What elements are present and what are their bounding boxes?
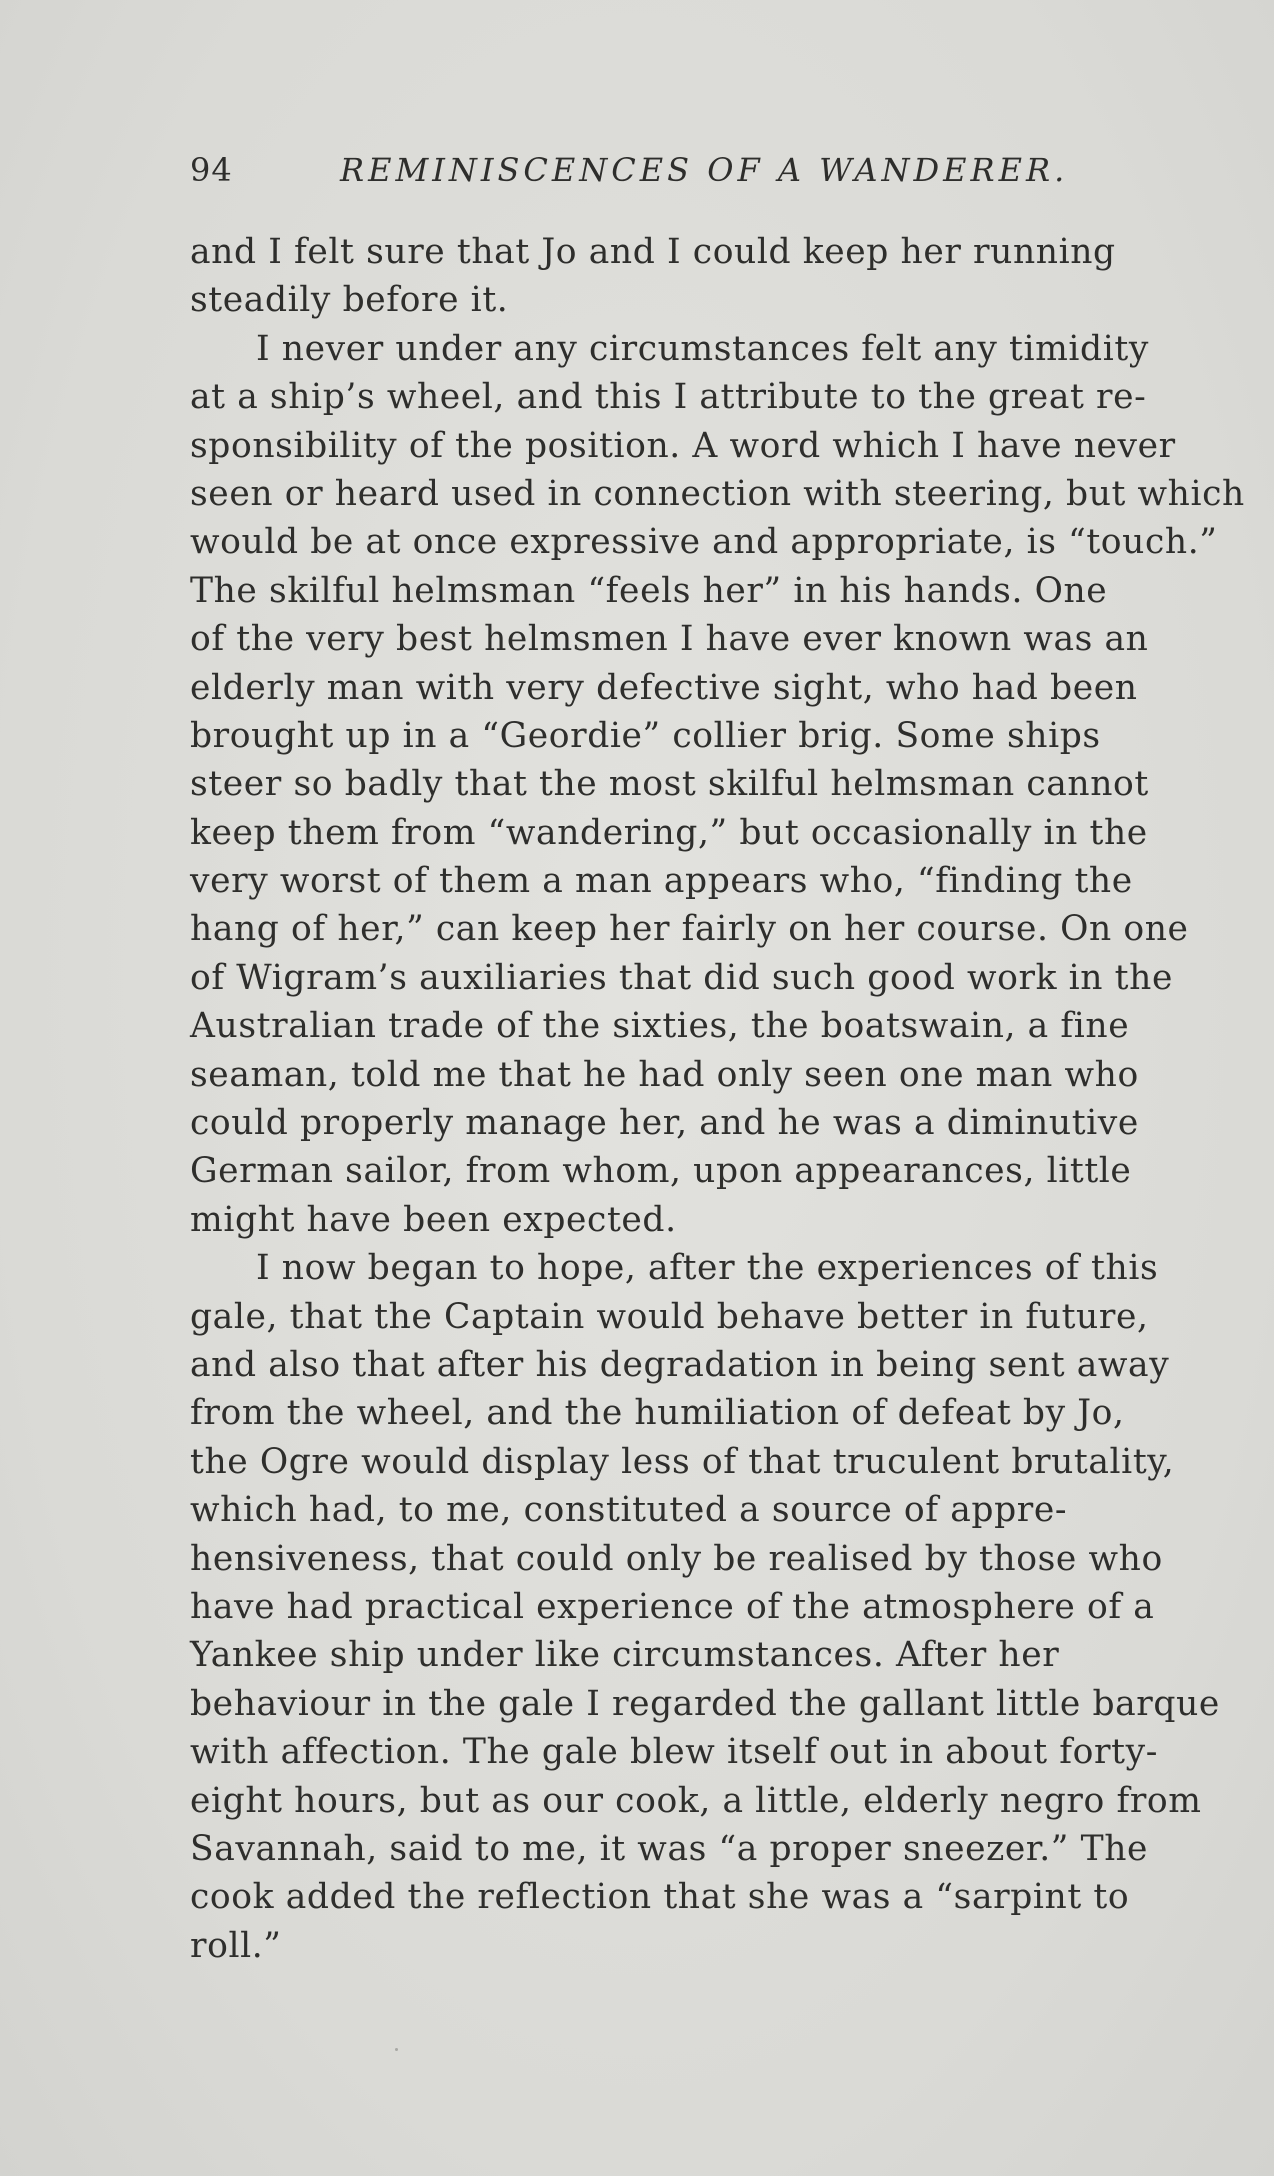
paragraph-start-line: I never under any circumstances felt any timidity [256, 328, 1149, 369]
text-line: elderly man with very defective sight, who had been [190, 667, 1138, 708]
text-line: of Wigram’s auxiliaries that did such good work in the [190, 957, 1173, 998]
text-line: steer so badly that the most skilful helmsman cannot [190, 764, 1149, 805]
text-line: of the very best helmsmen I have ever known was an [190, 619, 1149, 660]
text-line: keep them from “wandering,” but occasionally in the [190, 812, 1148, 853]
text-line: brought up in a “Geordie” collier brig. Some ships [190, 715, 1101, 756]
text-line: hang of her,” can keep her fairly on her course. On one [190, 909, 1189, 950]
text-line: German sailor, from whom, upon appearances, little [190, 1151, 1132, 1192]
text-line: and also that after his degradation in being sent away [190, 1344, 1170, 1385]
text-line: roll.” [190, 1925, 282, 1966]
text-line: might have been expected. [190, 1199, 677, 1240]
text-line: from the wheel, and the humiliation of defeat by Jo, [190, 1393, 1125, 1434]
text-line: which had, to me, constituted a source of appre- [190, 1490, 1068, 1531]
text-line: The skilful helmsman “feels her” in his hands. One [190, 570, 1108, 611]
text-line: could properly manage her, and he was a diminutive [190, 1103, 1139, 1144]
page-number: 94 [190, 151, 233, 189]
text-line: Yankee ship under like circumstances. After her [190, 1635, 1060, 1676]
text-line: the Ogre would display less of that truculent brutality, [190, 1441, 1175, 1482]
text-line: steadily before it. [190, 280, 509, 321]
text-line: and I felt sure that Jo and I could keep her running [190, 232, 1116, 272]
text-line: Savannah, said to me, it was “a proper sneezer.” The [190, 1828, 1149, 1869]
body-text [190, 228, 1245, 1970]
text-line: at a ship’s wheel, and this I attribute to the great re- [190, 377, 1147, 418]
text-line: gale, that the Captain would behave better in future, [190, 1296, 1149, 1337]
running-title: REMINISCENCES OF A WANDERER. [340, 151, 1069, 189]
text-line: very worst of them a man appears who, “finding the [190, 861, 1133, 902]
paper-speck [395, 2048, 398, 2051]
running-head [190, 150, 1082, 190]
text-line: with affection. The gale blew itself out in about forty- [190, 1732, 1158, 1773]
text-line: seen or heard used in connection with steering, but which [190, 473, 1245, 514]
text-line: behaviour in the gale I regarded the gallant little barque [190, 1683, 1220, 1724]
text-line: cook added the reflection that she was a “sarpint to [190, 1877, 1130, 1918]
text-line: have had practical experience of the atmosphere of a [190, 1586, 1155, 1627]
text-line: eight hours, but as our cook, a little, elderly negro from [190, 1780, 1202, 1821]
text-line: seaman, told me that he had only seen one man who [190, 1054, 1139, 1095]
text-line: hensiveness, that could only be realised by those who [190, 1538, 1163, 1579]
text-line: sponsibility of the position. A word which I have never [190, 425, 1176, 466]
text-line: would be at once expressive and appropriate, is “touch.” [190, 522, 1218, 563]
paragraph-start-line: I now began to hope, after the experiences of this [256, 1248, 1159, 1289]
text-line: Australian trade of the sixties, the boatswain, a fine [190, 1006, 1130, 1047]
